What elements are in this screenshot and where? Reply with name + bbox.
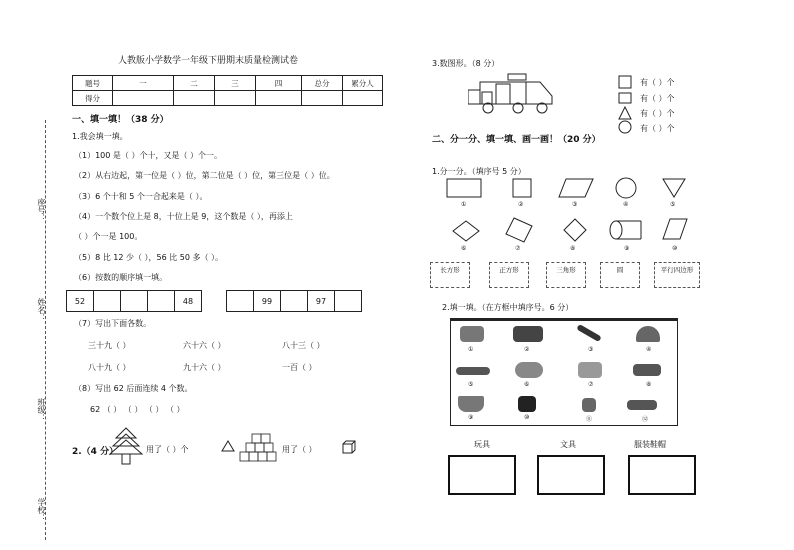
sweater-picture (460, 326, 484, 342)
triangle-icon (618, 106, 632, 120)
shape-number: ③ (572, 201, 578, 208)
seq-box[interactable] (147, 290, 175, 312)
seq-box: 48 (174, 290, 202, 312)
count-line: 有（ ）个 (640, 94, 675, 103)
q2-used-1: 用了（ ）个 (146, 445, 189, 454)
square-icon (618, 75, 632, 89)
shape-number: ⑨ (624, 245, 630, 252)
binding-line (45, 120, 46, 540)
q1-title: 1.我会填一填。 (72, 132, 128, 141)
ink-bottle-picture (582, 398, 596, 412)
circle-shape-icon (615, 177, 637, 199)
score-cell[interactable] (113, 91, 174, 106)
sec2-q1-title: 1.分一分。（填序号 5 分） (432, 167, 526, 176)
picture-number: ⑨ (468, 414, 474, 421)
score-cell[interactable] (302, 91, 343, 106)
skirt-picture (458, 396, 484, 412)
shape-number: ⑦ (515, 245, 521, 252)
train-figure-icon (468, 72, 554, 114)
category-box-parallelogram[interactable]: 平行四边形 (654, 262, 700, 288)
category-box-triangle[interactable]: 三角形 (546, 262, 586, 288)
score-table (72, 75, 383, 106)
sec2-q2-title: 2.填一填。（在方框中填序号。6 分） (442, 303, 574, 312)
score-table-header-row (73, 76, 383, 91)
shape-number: ② (518, 201, 524, 208)
exam-title: 人教版小学数学一年级下册期末质量检测试卷 (118, 56, 299, 66)
toy-car-picture (513, 326, 543, 342)
q8-line: 62 （ ） （ ） （ ） （ ） (90, 405, 185, 414)
square-shape-icon (512, 178, 532, 198)
q1-line-7: （6）按数的顺序填一填。 (74, 273, 168, 282)
picture-number: ⑦ (588, 381, 594, 388)
ruler-picture (456, 367, 490, 375)
cube-icon (342, 440, 356, 454)
picture-number: ⑩ (524, 414, 530, 421)
tilted-square-shape-icon (563, 218, 587, 242)
picture-number: ① (468, 346, 474, 353)
score-header-cell: 三 (215, 76, 256, 91)
ladybug-picture (515, 362, 543, 378)
score-header-cell: 累分人 (343, 76, 383, 91)
seq-box[interactable] (280, 290, 308, 312)
q1-line-6: （5）8 比 12 少（ ），56 比 50 多（ ）。 (74, 253, 224, 262)
q1-line-4: （4）一个数个位上是 8，十位上是 9，这个数是（ ），再添上 (74, 212, 293, 221)
shape-number: ⑧ (570, 245, 576, 252)
shape-number: ⑥ (461, 245, 467, 252)
count-line: 有（ ）个 (640, 124, 675, 133)
shape-number: ① (461, 201, 467, 208)
sequence-boxes-1 (66, 290, 201, 312)
triangle-shape-icon (662, 178, 686, 198)
picture-number: ⑤ (468, 381, 474, 388)
q1-line-2: （2）从右边起，第一位是（ ）位，第二位是（ ）位，第三位是（ ）位。 (74, 171, 335, 180)
slanted-parallelogram-shape-icon (662, 218, 688, 240)
set-square-picture (578, 362, 602, 378)
q1-line-5: （ ）个一是 100。 (74, 232, 143, 241)
diamond-shape-icon (452, 220, 480, 242)
group-label-stationery: 文具 (560, 440, 576, 449)
shape-number: ⑩ (672, 245, 678, 252)
score-header-cell: 二 (174, 76, 215, 91)
q7-item: 六十六（ ） (183, 341, 226, 350)
picture-number: ⑫ (642, 416, 649, 423)
seq-box[interactable] (226, 290, 254, 312)
score-header-cell: 题号 (73, 76, 113, 91)
triangle-icon (221, 440, 235, 452)
seq-box: 97 (307, 290, 335, 312)
q7-item: 九十六（ ） (183, 363, 226, 372)
picture-number: ④ (646, 346, 652, 353)
answer-box-toys[interactable] (448, 455, 516, 495)
tilted-rectangle-shape-icon (504, 216, 534, 244)
q7-title: （7）写出下面各数。 (74, 319, 152, 328)
score-cell[interactable] (215, 91, 256, 106)
count-line: 有（ ）个 (640, 78, 675, 87)
score-table-row (73, 91, 383, 106)
q8-title: （8）写出 62 后面连续 4 个数。 (74, 384, 193, 393)
picture-number: ② (524, 346, 530, 353)
score-header-cell: 总分 (302, 76, 343, 91)
seq-box[interactable] (120, 290, 148, 312)
picture-number: ⑧ (646, 381, 652, 388)
q1-line-1: （1）100 是（ ）个十，又是（ ）个一。 (74, 151, 222, 160)
group-label-toys: 玩具 (474, 440, 490, 449)
answer-box-clothing[interactable] (628, 455, 696, 495)
category-box-square[interactable]: 正方形 (489, 262, 529, 288)
score-row-label: 得分 (73, 91, 113, 106)
score-header-cell: 四 (256, 76, 302, 91)
side-label-name: 姓名： (37, 298, 46, 322)
score-cell[interactable] (343, 91, 383, 106)
shoe-picture (633, 364, 661, 376)
score-header-cell: 一 (113, 76, 174, 91)
cube-stack-icon (238, 426, 280, 466)
q7-item: 八十九（ ） (88, 363, 131, 372)
picture-number: ③ (588, 346, 594, 353)
q1-line-3: （3）6 个十和 5 个一合起来是（ ）。 (74, 192, 208, 201)
seq-box: 52 (66, 290, 94, 312)
q7-item: 八十三（ ） (282, 341, 325, 350)
q2-prefix: 2.（4 分） (72, 447, 119, 457)
side-label-seat: 座号： (37, 198, 46, 222)
section2-heading: 二、分一分、填一填、画一画！（20 分） (432, 135, 601, 145)
q2-used-2: 用了（ ） (282, 445, 317, 454)
q7-item: 一百（ ） (282, 363, 317, 372)
score-cell[interactable] (256, 91, 302, 106)
score-cell[interactable] (174, 91, 215, 106)
parallelogram-shape-icon (558, 178, 594, 198)
group-label-clothing: 服装鞋帽 (634, 440, 666, 449)
side-label-class: 班级： (37, 398, 46, 422)
tree-figure-icon (108, 426, 144, 466)
picture-number: ⑥ (524, 381, 530, 388)
section1-heading: 一、填一填！（38 分） (72, 115, 169, 125)
q3-title: 3.数图形。（8 分） (432, 59, 500, 68)
shape-number: ④ (623, 201, 629, 208)
helicopter-picture (627, 400, 657, 410)
q7-item: 三十九（ ） (88, 341, 131, 350)
seq-box: 99 (253, 290, 281, 312)
rectangle-icon (618, 91, 632, 105)
sequence-boxes-2 (226, 290, 361, 312)
cylinder-shape-icon (608, 220, 642, 240)
picture-number: ⑪ (586, 416, 593, 423)
category-box-rectangle[interactable]: 长方形 (430, 262, 470, 288)
side-label-school: 学校： (37, 498, 46, 522)
rectangle-shape-icon (446, 178, 482, 198)
shape-number: ⑤ (670, 201, 676, 208)
count-line: 有（ ）个 (640, 109, 675, 118)
seq-box[interactable] (93, 290, 121, 312)
answer-box-stationery[interactable] (537, 455, 605, 495)
rubik-cube-picture (518, 396, 536, 412)
category-box-circle[interactable]: 圆 (600, 262, 640, 288)
circle-icon (618, 120, 632, 134)
seq-box[interactable] (334, 290, 362, 312)
